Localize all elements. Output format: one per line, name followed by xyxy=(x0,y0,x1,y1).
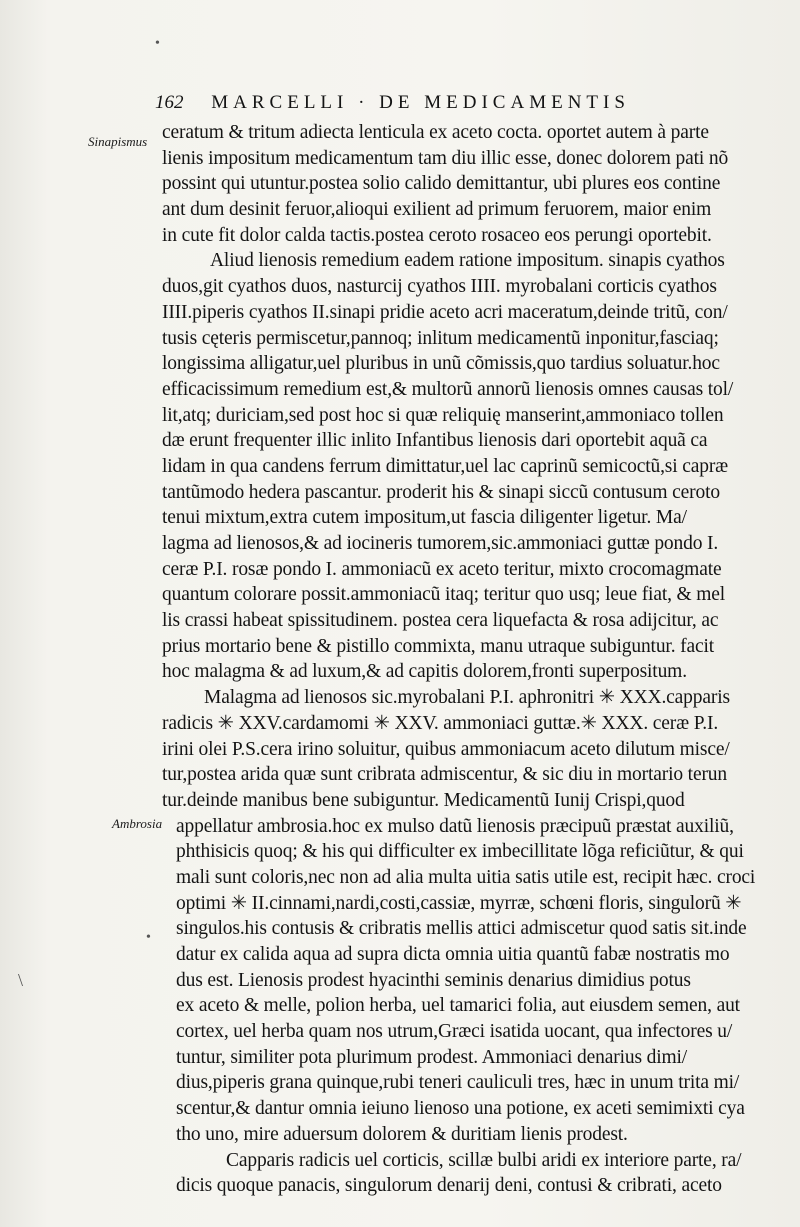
text-line: tur.deinde manibus bene subiguntur. Medicamentũ Iunij Crispi,quod xyxy=(162,789,685,811)
text-line: hoc malagma & ad luxum,& ad capitis dolorem,fronti superpositum. xyxy=(162,661,687,683)
text-line: radicis ✳ XXV.cardamomi ✳ XXV. ammoniaci guttæ.✳ XXX. ceræ P.I. xyxy=(162,712,719,734)
text-line: tenui mixtum,extra cutem impositum,ut fascia diligenter ligetur. Ma/ xyxy=(162,507,687,529)
text-line: irini olei P.S.cera irino soluitur, quibus ammoniacum aceto dilutum misce/ xyxy=(162,738,730,760)
text-line: dæ erunt frequenter illic inlito Infantibus lienosis dari oportebit aquã ca xyxy=(162,430,708,452)
margin-mark: \ xyxy=(18,970,24,990)
text-line: Aliud lienosis remedium eadem ratione impositum. sinapis cyathos xyxy=(210,250,725,272)
text-line: tuntur, similiter pota plurimum prodest. Ammoniaci denarius dimi/ xyxy=(176,1046,688,1068)
text-line: possint qui utuntur.postea solio calido demittantur, ubi plures eos contine xyxy=(162,173,721,195)
text-line: optimi ✳ II.cinnami,nardi,costi,cassiæ, myrræ, schœni floris, singulorũ ✳ xyxy=(176,892,742,914)
body-text xyxy=(162,120,782,1199)
text-line: longissima alligatur,uel pluribus in unũ cõmissis,quo tardius soluatur.hoc xyxy=(162,353,720,375)
ink-speck: • xyxy=(155,36,160,51)
text-line: lis crassi habeat spissitudinem. postea cera liquefacta & rosa adijcitur, ac xyxy=(162,610,719,632)
text-line: lit,atq; duriciam,sed post hoc si quæ reliquię manserint,ammoniaco tollen xyxy=(162,404,724,426)
text-line: tho uno, mire aduersum dolorem & duritiam lienis prodest. xyxy=(176,1123,628,1145)
text-line: singulos.his contusis & cribratis mellis attici admiscetur quod satis sit.inde xyxy=(176,918,747,940)
text-line: ceratum & tritum adiecta lenticula ex aceto cocta. oportet autem à parte xyxy=(162,122,709,143)
text-line: phthisicis quoq; & his qui difficulter ex imbecillitate lõga reficiũtur, & qui xyxy=(176,841,744,863)
margin-mark: • xyxy=(146,930,151,945)
text-line: efficacissimum remedium est,& multorũ annorũ lienosis omnes causas tol/ xyxy=(162,378,734,400)
text-line: Capparis radicis uel corticis, scillæ bulbi aridi ex interiore parte, ra/ xyxy=(226,1149,742,1171)
text-line: ant dum desinit feruor,alioqui exilient ad primum feruorem, maior enim xyxy=(162,199,712,221)
margin-note-ambrosia: Ambrosia xyxy=(112,816,163,831)
text-line: lienis impositum medicamentum tam diu illic esse, donec dolorem pati nõ xyxy=(162,147,729,169)
text-line: ex aceto & melle, polion herba, uel tamarici folia, aut eiusdem semen, aut xyxy=(176,995,740,1017)
text-line: quantum colorare possit.ammoniacũ itaq; teritur quo usq; leue fiat, & mel xyxy=(162,584,726,606)
text-line: lidam in qua candens ferrum dimittatur,uel lac caprinũ semicoctũ,si capræ xyxy=(162,455,729,477)
text-line: tusis cęteris permiscetur,pannoq; inlitum medicamentũ inponitur,fasciaq; xyxy=(162,327,719,349)
running-title: MARCELLI · DE MEDICAMENTIS xyxy=(211,92,630,113)
text-line: ceræ P.I. rosæ pondo I. ammoniacũ ex aceto teritur, mixto crocomagmate xyxy=(162,558,722,580)
text-line: tur,postea arida quæ sunt cribrata admiscentur, & sic diu in mortario terun xyxy=(162,764,727,786)
text-line: dus est. Lienosis prodest hyacinthi seminis denarius dimidius potus xyxy=(176,969,691,991)
text-line: datur ex calida aqua ad supra dicta omnia uitia quantũ fabæ nostratis mo xyxy=(176,944,730,965)
running-header xyxy=(155,92,755,114)
text-line: prius mortario bene & pistillo commixta, manu utraque subiguntur. facit xyxy=(162,635,715,657)
margin-note-sinapismus: Sinapismus xyxy=(88,134,148,149)
text-line: mali sunt coloris,nec non ad alia multa uitia satis utile est, recipit hæc. croci xyxy=(176,866,756,888)
text-line: duos,git cyathos duos, nasturcij cyathos IIII. myrobalani corticis cyathos xyxy=(162,276,717,298)
page-number: 162 xyxy=(155,92,184,113)
text-line: Malagma ad lienosos sic.myrobalani P.I. aphronitri ✳ XXX.capparis xyxy=(204,687,730,709)
text-line: lagma ad lienosos,& ad iocineris tumorem,sic.ammoniaci guttæ pondo I. xyxy=(162,533,719,554)
text-line: dius,piperis grana quinque,rubi teneri cauliculi tres, hæc in unum trita mi/ xyxy=(176,1072,740,1094)
text-line: scentur,& dantur omnia ieiuno lienoso una potione, ex aceti semimixti cya xyxy=(176,1098,745,1120)
text-line: dicis quoque panacis, singulorum denarij deni, contusi & cribrati, aceto xyxy=(176,1175,722,1197)
text-line: IIII.piperis cyathos II.sinapi pridie aceto acri maceratum,deinde tritũ, con/ xyxy=(162,301,728,323)
text-line: cortex, uel herba quam nos utrum,Græci isatida uocant, qua infectores u/ xyxy=(176,1021,733,1043)
text-line: in cute fit dolor calda tactis.postea ceroto rosaceo eos perungi oportebit. xyxy=(162,224,712,246)
text-line: appellatur ambrosia.hoc ex mulso datũ lienosis præcipuũ præstat auxiliũ, xyxy=(176,815,734,837)
text-line: tantũmodo hedera pascantur. proderit his & sinapi siccũ contusum ceroto xyxy=(162,481,720,503)
